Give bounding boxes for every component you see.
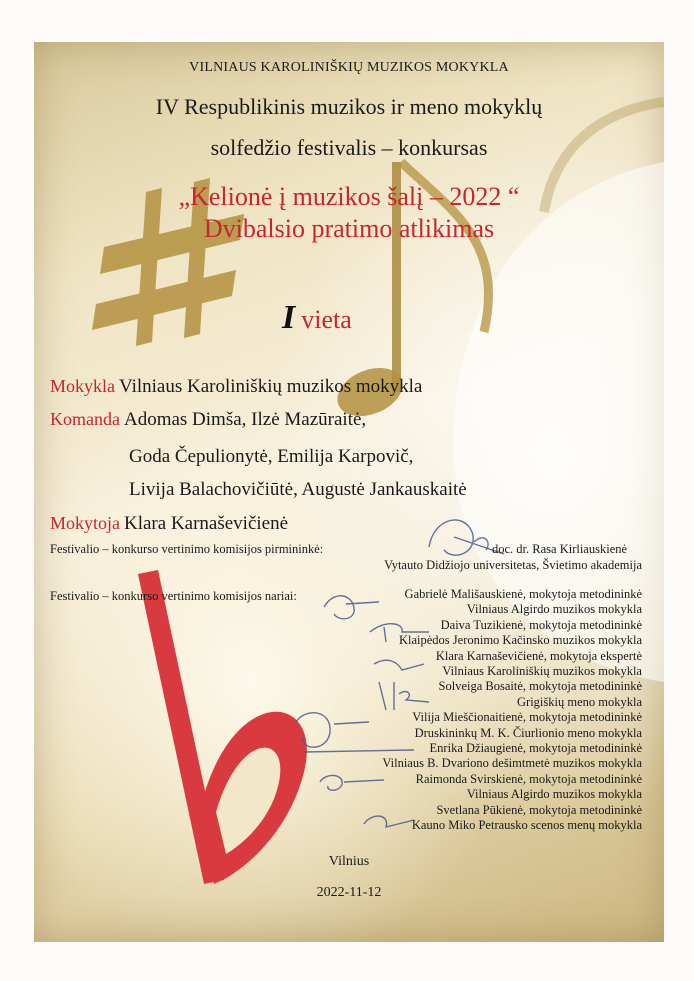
school-row [50,376,422,398]
commission-members-label: Festivalio – konkurso vertinimo komisijos nariai: [50,589,297,603]
member-line: Daiva Tuzikienė, mokytoja metodininkė [440,617,642,632]
member-line: Vilniaus B. Dvariono dešimtmetė muzikos mokykla [382,756,642,771]
issue-date: 2022-11-12 [316,885,382,900]
school-name-header: VILNIAUS KAROLINIŠKIŲ MUZIKOS MOKYKLA [189,60,509,75]
team-member-line: Goda Čepulionytė, Emilija Karpovič, [129,446,414,467]
city: Vilnius [328,854,370,869]
member-line: Vilniaus Algirdo muzikos mokykla [466,602,642,617]
member-line: Raimonda Svirskienė, mokytoja metodininkė [415,771,642,786]
school-value: Vilniaus Karoliniškių muzikos mokykla [119,376,423,397]
team-label: Komanda [50,409,120,429]
teacher-row [50,513,288,535]
member-line: Svetlana Pūkienė, mokytoja metodininkė [436,802,642,817]
diploma [34,42,664,942]
teacher-label: Mokytoja [50,513,120,533]
flat-sign-icon [138,570,307,884]
award-place [282,299,352,337]
competition-category: Dvibalsio pratimo atlikimas [203,214,495,243]
member-line: Vilniaus Algirdo muzikos mokykla [466,787,642,802]
member-line: Gabrielė Mališauskienė, mokytoja metodininkė [404,587,642,601]
team-member-line: Adomas Dimša, Ilzė Mazūraitė, [123,409,367,430]
commission-chair-name: doc. dr. Rasa Kirliauskienė [492,542,628,556]
place-numeral: I [282,299,296,336]
festival-title-line2: solfedžio festivalis – konkursas [210,135,488,160]
place-word: vieta [301,305,352,334]
event-name: „Kelionė į muzikos šalį – 2022 “ [178,182,520,211]
member-line: Klaipėdos Jeronimo Kačinsko muzikos mokykla [398,633,642,648]
commission-chair-label: Festivalio – konkurso vertinimo komisijos pirmininkė: [50,542,324,556]
festival-title-line1: IV Respublikinis muzikos ir meno mokyklų [155,94,543,119]
team-member-line: Livija Balachovičiūtė, Augustė Jankauskaitė [129,479,467,500]
teacher-value: Klara Karnaševičienė [124,513,289,534]
member-line: Grigiškių meno mokykla [517,694,642,709]
member-line: Enrika Džiaugienė, mokytoja metodininkė [429,741,642,756]
member-line: Klara Karnaševičienė, mokytoja ekspertė [435,648,642,663]
team-row [50,409,366,431]
commission-chair-institution: Vytauto Didžiojo universitetas, Švietimo akademija [384,558,642,572]
member-line: Vilniaus Karoliniškių muzikos mokykla [442,664,642,679]
member-line: Solveiga Bosaitė, mokytoja metodininkė [438,679,642,694]
member-line: Kauno Miko Petrausko scenos menų mokykla [411,818,642,833]
member-line: Druskininkų M. K. Čiurlionio meno mokykla [414,725,642,740]
commission-members-list [382,587,642,834]
member-line: Vilija Mieščionaitienė, mokytoja metodininkė [412,710,642,725]
school-label: Mokykla [50,376,115,396]
